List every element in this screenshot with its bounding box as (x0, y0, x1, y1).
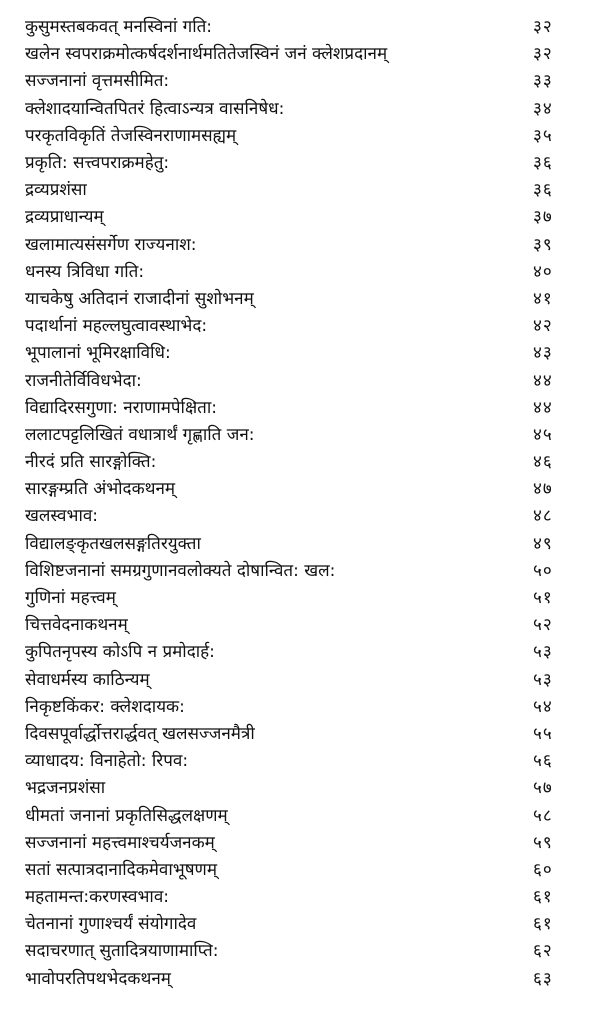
toc-entry (25, 286, 577, 313)
toc-entry (25, 232, 577, 259)
toc-entry-title: विद्यालङ्कृतखलसङ्गतिरयुक्ता (25, 533, 201, 554)
toc-entry-page-number: ४० (533, 261, 553, 282)
toc-entry (25, 177, 577, 204)
toc-entry-title: याचकेषु अतिदानं राजादीनां सुशोभनम् (25, 288, 254, 309)
toc-entry (25, 41, 577, 68)
toc-entry-title: गुणिनां महत्त्वम् (25, 588, 116, 609)
toc-entry (25, 14, 577, 41)
toc-entry-page-number: ४८ (533, 506, 553, 527)
toc-entry-title: सज्जनानां महत्त्वमाश्चर्यजनकम् (25, 832, 215, 853)
toc-entry-page-number: ४१ (533, 288, 553, 309)
toc-entry-page-number: ५६ (533, 751, 553, 772)
toc-entry-page-number: ५५ (533, 723, 553, 744)
toc-entry-title: दिवसपूर्वार्द्धोत्तरार्द्धवत् खलसज्जनमैत्री (25, 723, 255, 744)
toc-entry-title: धनस्य त्रिविधा गति: (25, 261, 145, 282)
toc-entry (25, 123, 577, 150)
toc-entry-title: कुसुमस्तबकवत् मनस्विनां गति: (25, 17, 213, 38)
toc-entry-page-number: ५४ (533, 696, 553, 717)
toc-entry-title: खलेन स्वपराक्रमोत्कर्षदर्शनार्थमतितेजस्विनं जनं क्लेशप्रदानम् (25, 44, 388, 65)
toc-entry-page-number: ५८ (533, 805, 553, 826)
toc-entry (25, 721, 577, 748)
toc-entry (25, 966, 577, 993)
toc-entry (25, 476, 577, 503)
table-of-contents (25, 14, 577, 993)
toc-entry-title: पदार्थानां महल्लघुत्वावस्थाभेद: (25, 316, 208, 337)
toc-entry-page-number: ५३ (533, 642, 553, 663)
toc-entry-title: क्लेशादयान्वितपितरं हित्वाऽन्यत्र वासनिषेध: (25, 98, 285, 119)
toc-entry (25, 857, 577, 884)
toc-entry-page-number: ५२ (533, 615, 553, 636)
toc-entry-title: विशिष्टजनानां समग्रगुणानवलोक्यते दोषान्वित: खल: (25, 560, 336, 581)
toc-entry-page-number: ५९ (533, 832, 553, 853)
toc-entry-page-number: ६० (533, 859, 553, 880)
toc-entry-page-number: ५७ (533, 778, 553, 799)
toc-entry-title: खलामात्यसंसर्गेण राज्यनाश: (25, 234, 197, 255)
toc-entry (25, 259, 577, 286)
toc-entry (25, 911, 577, 938)
toc-entry-page-number: ५१ (533, 588, 553, 609)
toc-entry-page-number: ४५ (533, 424, 553, 445)
toc-entry (25, 884, 577, 911)
toc-entry-title: राजनीतेर्विविधभेदा: (25, 370, 142, 391)
toc-entry (25, 830, 577, 857)
toc-entry-page-number: ५० (533, 560, 553, 581)
toc-entry-title: भावोपरतिपथभेदकथनम् (25, 968, 171, 989)
toc-entry-title: सज्जनानां वृत्तमसीमित: (25, 71, 170, 92)
toc-entry-page-number: ६३ (533, 968, 553, 989)
toc-entry (25, 96, 577, 123)
toc-entry-title: सेवाधर्मस्य काठिन्यम् (25, 669, 150, 690)
toc-entry-page-number: ६१ (533, 887, 553, 908)
toc-entry-page-number: ३७ (533, 207, 553, 228)
toc-entry (25, 313, 577, 340)
toc-entry-title: द्रव्यप्राधान्यम् (25, 207, 104, 228)
toc-entry-page-number: ३९ (533, 234, 553, 255)
toc-entry-title: चित्तवेदनाकथनम् (25, 615, 128, 636)
toc-entry (25, 558, 577, 585)
toc-entry-page-number: ३२ (533, 44, 553, 65)
toc-entry (25, 503, 577, 530)
toc-entry-title: ललाटपट्टलिखितं वधात्रार्थं गृह्णाति जन: (25, 424, 255, 445)
toc-entry (25, 639, 577, 666)
toc-entry-page-number: ४९ (533, 533, 553, 554)
toc-entry-page-number: ६१ (533, 914, 553, 935)
toc-entry-title: भद्रजनप्रशंसा (25, 778, 106, 799)
toc-entry-title: नीरदं प्रति सारङ्गोक्ति: (25, 452, 157, 473)
toc-entry (25, 367, 577, 394)
toc-entry (25, 150, 577, 177)
toc-entry-page-number: ५३ (533, 669, 553, 690)
toc-entry-page-number: ४३ (533, 343, 553, 364)
toc-entry-title: विद्यादिरसगुणा: नराणामपेक्षिता: (25, 397, 217, 418)
toc-entry (25, 667, 577, 694)
toc-entry (25, 802, 577, 829)
toc-entry-title: कुपितनृपस्य कोऽपि न प्रमोदार्ह: (25, 642, 215, 663)
toc-entry-page-number: ३४ (533, 98, 553, 119)
toc-entry (25, 449, 577, 476)
toc-entry (25, 395, 577, 422)
toc-entry-page-number: ४४ (533, 397, 553, 418)
toc-entry-page-number: ४७ (533, 479, 553, 500)
toc-entry-page-number: ३६ (533, 180, 553, 201)
toc-entry (25, 531, 577, 558)
toc-entry-title: व्याधादय: विनाहेतो: रिपव: (25, 751, 189, 772)
toc-entry-title: भूपालानां भूमिरक्षाविधि: (25, 343, 171, 364)
toc-entry-title: खलस्वभाव: (25, 506, 99, 527)
toc-entry (25, 585, 577, 612)
toc-entry-page-number: ३३ (533, 71, 553, 92)
toc-entry-title: सतां सत्पात्रदानादिकमेवाभूषणम् (25, 859, 218, 880)
toc-entry-page-number: ४२ (533, 316, 553, 337)
toc-entry (25, 422, 577, 449)
toc-entry (25, 68, 577, 95)
toc-entry-title: सारङ्गम्प्रति अंभोदकथनम् (25, 479, 176, 500)
toc-entry (25, 938, 577, 965)
toc-entry-title: महतामन्त:करणस्वभाव: (25, 887, 170, 908)
toc-entry-page-number: ४४ (533, 370, 553, 391)
toc-entry-page-number: ३२ (533, 17, 553, 38)
toc-entry-page-number: ४६ (533, 452, 553, 473)
toc-entry-title: सदाचरणात् सुतादित्रयाणामाप्ति: (25, 941, 219, 962)
toc-entry-title: धीमतां जनानां प्रकृतिसिद्धलक्षणम् (25, 805, 228, 826)
toc-entry (25, 748, 577, 775)
toc-entry-title: निकृष्टकिंकर: क्लेशदायक: (25, 696, 185, 717)
toc-entry (25, 775, 577, 802)
toc-entry (25, 694, 577, 721)
toc-entry-title: प्रकृति: सत्त्वपराक्रमहेतु: (25, 153, 170, 174)
toc-entry (25, 340, 577, 367)
toc-entry-title: परकृतविकृतिं तेजस्विनराणामसह्यम् (25, 125, 237, 146)
toc-entry-page-number: ३६ (533, 153, 553, 174)
toc-entry-page-number: ३५ (533, 125, 553, 146)
toc-entry (25, 204, 577, 231)
toc-entry-page-number: ६२ (533, 941, 553, 962)
toc-entry-title: चेतनानां गुणाश्चर्यं संयोगादेव (25, 914, 197, 935)
toc-entry (25, 612, 577, 639)
toc-entry-title: द्रव्यप्रशंसा (25, 180, 87, 201)
